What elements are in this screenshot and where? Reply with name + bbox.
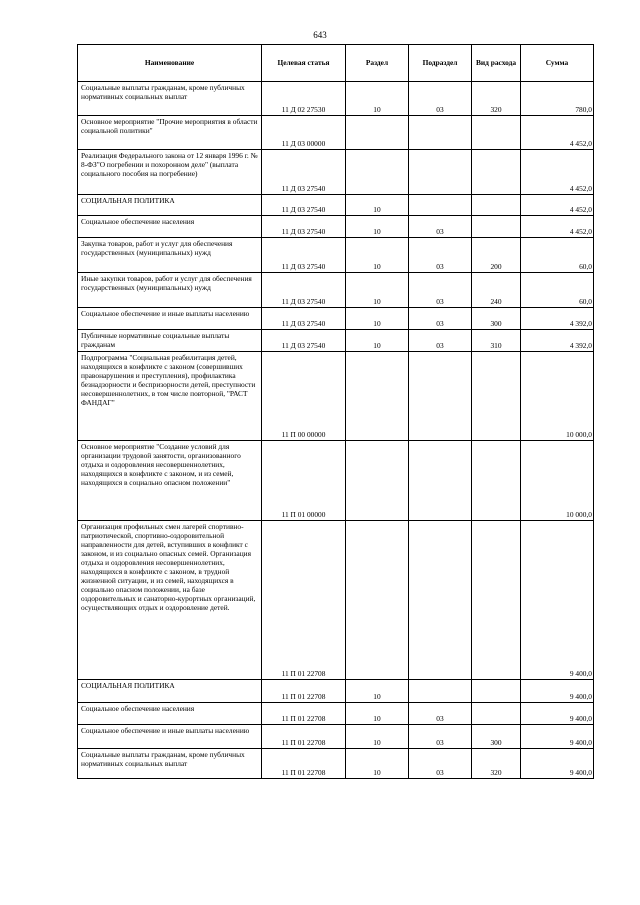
- row-target: 11 П 01 22708: [262, 680, 346, 703]
- row-subsection: 03: [409, 238, 472, 273]
- row-name: Организация профильных смен лагерей спортивно-патриотической, спортивно-оздоровительной направленности для детей, вступивших в конфликт с законом, и из социально опасных семей. Организация отдыха и оздоровления несовершеннолетних, находящихся в конфликте с законом, в трудной жизненной ситуации, и из семей, находящихся в социально опасном положении, на базе оздоровительных и санаторно-курортных организаций, осуществляющих отдых и оздоровление детей.: [78, 521, 262, 680]
- row-name: Социальные выплаты гражданам, кроме публичных нормативных социальных выплат: [78, 749, 262, 779]
- row-target: 11 П 01 00000: [262, 441, 346, 521]
- row-amount: 4 452,0: [521, 216, 594, 238]
- row-target: 11 П 01 22708: [262, 521, 346, 680]
- row-target: 11 Д 02 27530: [262, 82, 346, 116]
- row-subsection: [409, 680, 472, 703]
- row-name: Подпрограмма "Социальная реабилитация детей, находящихся в конфликте с законом (совершивших правонарушения и преступления), профилактика безнадзорности и беспризорности детей, преступности несовершеннолетних, в том числе повторной, "РАСТ ФАНДАГ": [78, 352, 262, 441]
- row-subsection: [409, 150, 472, 195]
- row-amount: 780,0: [521, 82, 594, 116]
- row-section: 10: [346, 216, 409, 238]
- row-amount: 4 452,0: [521, 195, 594, 216]
- row-expense-type: [472, 150, 521, 195]
- row-subsection: 03: [409, 82, 472, 116]
- budget-table: [77, 44, 594, 779]
- row-target: 11 П 01 22708: [262, 703, 346, 725]
- row-expense-type: 310: [472, 330, 521, 352]
- row-section: 10: [346, 703, 409, 725]
- table-row: [78, 352, 594, 441]
- table-row: [78, 273, 594, 308]
- row-amount: 4 452,0: [521, 150, 594, 195]
- row-subsection: 03: [409, 273, 472, 308]
- row-subsection: 03: [409, 308, 472, 330]
- row-expense-type: [472, 521, 521, 680]
- table-row: [78, 330, 594, 352]
- row-amount: 60,0: [521, 273, 594, 308]
- row-expense-type: [472, 116, 521, 150]
- row-target: 11 Д 03 27540: [262, 330, 346, 352]
- row-amount: 10 000,0: [521, 352, 594, 441]
- row-expense-type: 300: [472, 725, 521, 749]
- header-name: Наименование: [78, 45, 262, 82]
- row-target: 11 П 01 22708: [262, 749, 346, 779]
- row-section: [346, 441, 409, 521]
- row-subsection: 03: [409, 216, 472, 238]
- table-row: [78, 703, 594, 725]
- row-name: Социальное обеспечение и иные выплаты населению: [78, 308, 262, 330]
- row-section: 10: [346, 82, 409, 116]
- row-subsection: 03: [409, 749, 472, 779]
- row-target: 11 П 01 22708: [262, 725, 346, 749]
- table-row: [78, 308, 594, 330]
- row-section: 10: [346, 725, 409, 749]
- row-section: [346, 352, 409, 441]
- table-header-row: [78, 45, 594, 82]
- row-name: Социальные выплаты гражданам, кроме публичных нормативных социальных выплат: [78, 82, 262, 116]
- row-amount: 4 392,0: [521, 308, 594, 330]
- table-row: [78, 82, 594, 116]
- row-section: 10: [346, 308, 409, 330]
- row-section: [346, 150, 409, 195]
- row-target: 11 Д 03 27540: [262, 195, 346, 216]
- row-expense-type: [472, 352, 521, 441]
- row-name: Основное мероприятие "Создание условий для организации трудовой занятости, организованного отдыха и оздоровления несовершеннолетних, находящихся в конфликте с законом, и из семей, находящихся в социально опасном положении": [78, 441, 262, 521]
- row-expense-type: 320: [472, 82, 521, 116]
- table-row: [78, 116, 594, 150]
- row-name: Социальное обеспечение и иные выплаты населению: [78, 725, 262, 749]
- row-subsection: 03: [409, 330, 472, 352]
- row-section: [346, 116, 409, 150]
- row-name: СОЦИАЛЬНАЯ ПОЛИТИКА: [78, 680, 262, 703]
- row-target: 11 Д 03 27540: [262, 308, 346, 330]
- row-expense-type: [472, 195, 521, 216]
- row-target: 11 Д 03 27540: [262, 216, 346, 238]
- row-subsection: [409, 352, 472, 441]
- row-amount: 9 400,0: [521, 521, 594, 680]
- table-row: [78, 521, 594, 680]
- row-expense-type: 300: [472, 308, 521, 330]
- row-expense-type: [472, 441, 521, 521]
- row-subsection: [409, 521, 472, 680]
- row-target: 11 Д 03 27540: [262, 273, 346, 308]
- row-amount: 9 400,0: [521, 680, 594, 703]
- row-amount: 9 400,0: [521, 703, 594, 725]
- table-row: [78, 749, 594, 779]
- table-row: [78, 725, 594, 749]
- row-name: Иные закупки товаров, работ и услуг для обеспечения государственных (муниципальных) нужд: [78, 273, 262, 308]
- row-name: Социальное обеспечение населения: [78, 703, 262, 725]
- row-expense-type: [472, 703, 521, 725]
- row-expense-type: [472, 680, 521, 703]
- row-section: [346, 521, 409, 680]
- row-subsection: [409, 195, 472, 216]
- row-expense-type: 320: [472, 749, 521, 779]
- row-amount: 9 400,0: [521, 749, 594, 779]
- row-amount: 9 400,0: [521, 725, 594, 749]
- header-subsection: Подраздел: [409, 45, 472, 82]
- table-row: [78, 238, 594, 273]
- row-name: Реализация Федерального закона от 12 января 1996 г. № 8-ФЗ"О погребении и похоронном деле" (выплата социального пособия на погребение): [78, 150, 262, 195]
- row-name: Публичные нормативные социальные выплаты гражданам: [78, 330, 262, 352]
- row-section: 10: [346, 238, 409, 273]
- header-target: Целевая статья: [262, 45, 346, 82]
- header-amount: Сумма: [521, 45, 594, 82]
- row-amount: 4 452,0: [521, 116, 594, 150]
- table-row: [78, 195, 594, 216]
- row-amount: 60,0: [521, 238, 594, 273]
- row-name: Закупка товаров, работ и услуг для обеспечения государственных (муниципальных) нужд: [78, 238, 262, 273]
- row-target: 11 П 00 00000: [262, 352, 346, 441]
- table-row: [78, 216, 594, 238]
- row-target: 11 Д 03 00000: [262, 116, 346, 150]
- row-expense-type: 200: [472, 238, 521, 273]
- row-expense-type: 240: [472, 273, 521, 308]
- row-subsection: [409, 441, 472, 521]
- row-amount: 10 000,0: [521, 441, 594, 521]
- row-section: 10: [346, 680, 409, 703]
- row-subsection: 03: [409, 703, 472, 725]
- row-amount: 4 392,0: [521, 330, 594, 352]
- table-row: [78, 150, 594, 195]
- table-row: [78, 441, 594, 521]
- header-expense-type: Вид расхода: [472, 45, 521, 82]
- row-subsection: 03: [409, 725, 472, 749]
- row-expense-type: [472, 216, 521, 238]
- row-target: 11 Д 03 27540: [262, 238, 346, 273]
- row-section: 10: [346, 273, 409, 308]
- page-number: 643: [313, 30, 327, 40]
- row-section: 10: [346, 749, 409, 779]
- row-target: 11 Д 03 27540: [262, 150, 346, 195]
- header-section: Раздел: [346, 45, 409, 82]
- row-section: 10: [346, 195, 409, 216]
- row-subsection: [409, 116, 472, 150]
- row-name: Социальное обеспечение населения: [78, 216, 262, 238]
- row-name: Основное мероприятие "Прочие мероприятия в области социальной политики": [78, 116, 262, 150]
- row-section: 10: [346, 330, 409, 352]
- table-row: [78, 680, 594, 703]
- row-name: СОЦИАЛЬНАЯ ПОЛИТИКА: [78, 195, 262, 216]
